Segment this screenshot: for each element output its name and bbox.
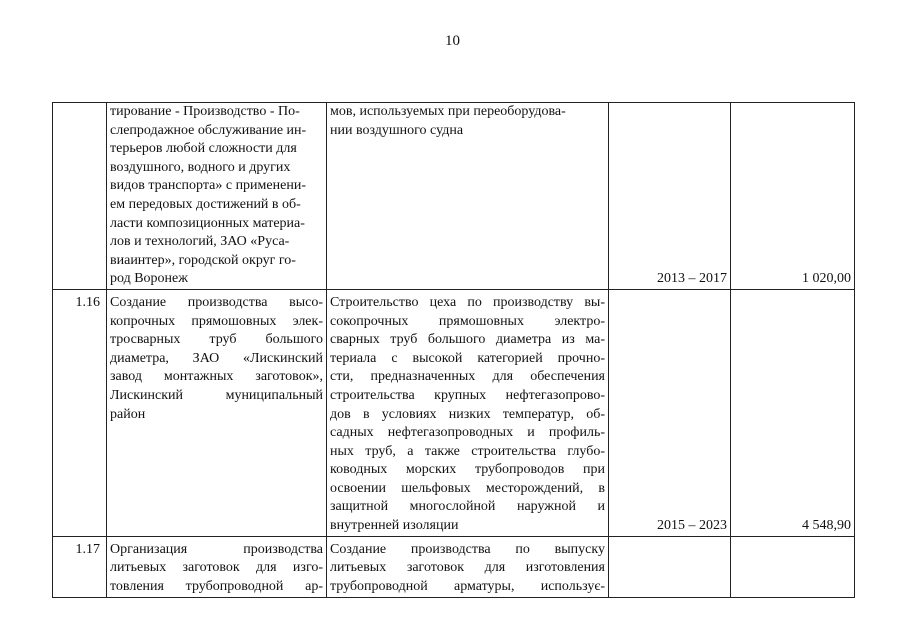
text-line: лов и технологий, ЗАО «Руса- — [110, 234, 290, 250]
row-number — [53, 103, 107, 290]
text-line: сварных труб большого диаметра из ма- — [330, 332, 605, 348]
row-number: 1.17 — [53, 536, 107, 597]
text-line: копрочных прямошовных элек- — [110, 313, 323, 329]
text-line: видов транспорта» с применени- — [110, 178, 306, 194]
table-row — [53, 103, 855, 290]
text-line: Лискинский муниципальный — [110, 387, 323, 403]
project-amount: 1 020,00 — [731, 103, 855, 290]
text-line: Создание производства высо- — [110, 294, 323, 310]
text-line: Создание производства по выпуску — [330, 541, 605, 557]
text-line: освоении шельфовых месторождений, в — [330, 480, 605, 496]
project-description — [327, 536, 609, 597]
text-line: садных нефтегазопроводных и профиль- — [330, 425, 605, 441]
text-line: териала с высокой категорией прочно- — [330, 350, 605, 366]
text-line: ем передовых достижений в об- — [110, 196, 301, 212]
project-name — [107, 103, 327, 290]
table-row — [53, 536, 855, 597]
project-amount: 4 548,90 — [731, 289, 855, 536]
page-number: 10 — [445, 33, 460, 49]
project-period: 2013 – 2017 — [609, 103, 731, 290]
text-line: внутренней изоляции — [330, 518, 459, 534]
text-line: виаинтер», городской округ го- — [110, 252, 296, 268]
project-description — [327, 103, 609, 290]
text-line: сти, предназначенных для обеспечения — [330, 369, 605, 385]
text-line: район — [110, 406, 146, 422]
text-line: завод монтажных заготовок», — [110, 369, 323, 385]
text-line: трубопроводной арматуры, использує- — [330, 578, 605, 594]
project-period — [609, 536, 731, 597]
text-line: диаметра, ЗАО «Лискинский — [110, 350, 323, 366]
text-line: слепродажное обслуживание ин- — [110, 122, 307, 138]
text-line: тросварных труб большого — [110, 332, 323, 348]
project-description — [327, 289, 609, 536]
text-line: нии воздушного судна — [330, 122, 464, 138]
text-line: мов, используемых при переоборудова- — [330, 104, 566, 119]
projects-table — [52, 102, 855, 598]
text-line: ласти композиционных материа- — [110, 215, 305, 231]
text-line: дов в условиях низких температур, об- — [330, 406, 605, 422]
project-name — [107, 536, 327, 597]
table-row — [53, 289, 855, 536]
project-amount — [731, 536, 855, 597]
text-line: Строительство цеха по производству вы- — [330, 294, 605, 310]
text-line: воздушного, водного и других — [110, 159, 291, 175]
text-line: защитной многослойной наружной и — [330, 499, 605, 515]
text-line: терьеров любой сложности для — [110, 141, 297, 157]
text-line: товления трубопроводной ар- — [110, 578, 323, 594]
project-period: 2015 – 2023 — [609, 289, 731, 536]
text-line: Организация производства — [110, 541, 323, 557]
text-line: род Воронеж — [110, 271, 188, 287]
text-line: тирование - Производство - По- — [110, 104, 300, 119]
text-line: сокопрочных прямошовных электро- — [330, 313, 605, 329]
text-line: ководных морских трубопроводов при — [330, 462, 605, 478]
text-line: ных труб, а также строительства глубо- — [330, 443, 605, 459]
text-line: литьевых заготовок для изготовления — [330, 560, 605, 576]
project-name — [107, 289, 327, 536]
text-line: строительства крупных нефтегазопрово- — [330, 387, 605, 403]
text-line: литьевых заготовок для изго- — [110, 560, 323, 576]
row-number: 1.16 — [53, 289, 107, 536]
